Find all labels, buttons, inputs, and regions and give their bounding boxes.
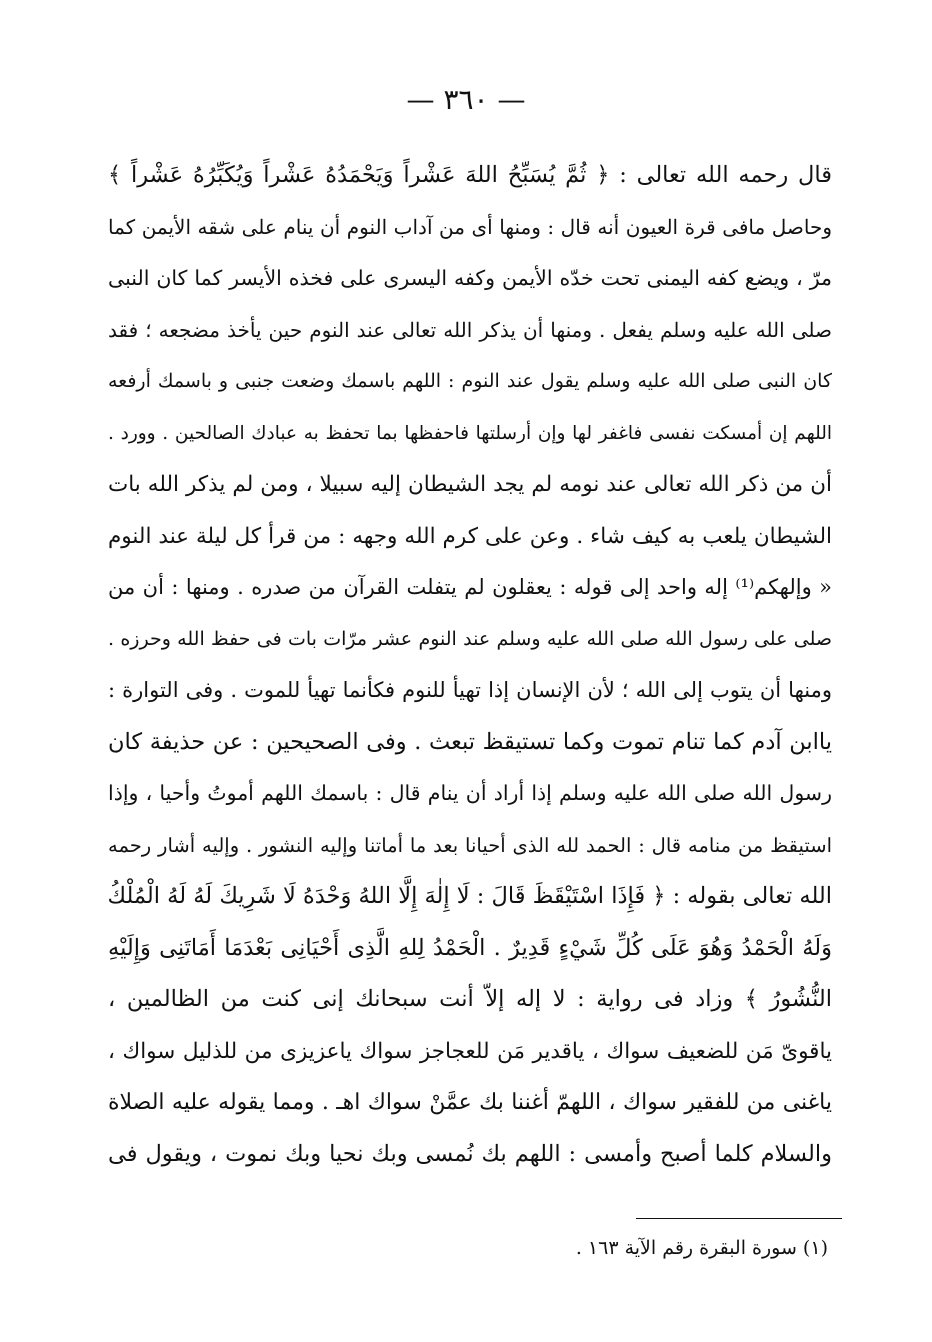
text-line: كان النبى صلى الله عليه وسلم يقول عند النوم : اللهم باسمك وضعت جنبى و باسمك أرفعه (108, 370, 832, 392)
text-line: اللهم إن أمسكت نفسى فاغفر لها وإن أرسلتها فاحفظها بما تحفظ به عبادك الصالحين . وورد . (108, 422, 832, 444)
text-line: الله تعالى بقوله : ﴿ فَإِذَا اسْتَيْقَظَ قَالَ : لَا إِلٰهَ إِلَّا اللهُ وَحْدَهُ لَا شَرِيكَ لَهُ لَهُ الْمُلْكُ (108, 883, 832, 909)
body-text (108, 150, 832, 1180)
text-line: صلى الله عليه وسلم يفعل . ومنها أن يذكر الله تعالى عند النوم حين يأخذ مضجعه ؛ فقد (108, 317, 832, 342)
text-line: وَلَهُ الْحَمْدُ وَهُوَ عَلَى كُلِّ شَيْءٍ قَدِيرٌ . الْحَمْدُ لِلهِ الَّذِى أَحْيَانِى بَعْدَمَا أَمَاتَنِى وَإِلَيْهِ (108, 934, 832, 961)
text-line: قال رحمه الله تعالى : ﴿ ثُمَّ يُسَبِّحُ اللهَ عَشْراً وَيَحْمَدُهُ عَشْراً وَيُكَبِّرُهُ عَشْراً ﴾ (108, 162, 832, 188)
page-number: — ٣٦٠ — (406, 83, 526, 116)
text-line: ياغنى من للفقير سواك ، اللهمّ أغننا بك عمَّنْ سواك اهـ . ومما يقوله عليه الصلاة (108, 1090, 832, 1115)
text-line: ومنها أن يتوب إلى الله ؛ لأن الإنسان إذا تهيأ للنوم فكأنما تهيأ للموت . وفى التوارة : (108, 678, 832, 702)
text-line: ياقوىّ مَن للضعيف سواك ، ياقدير مَن للعجاجز سواك ياعزيزى من للذليل سواك ، (108, 1038, 832, 1064)
text-line: استيقظ من منامه قال : الحمد لله الذى أحيانا بعد ما أماتنا وإليه النشور . وإليه أشار رحمه (108, 833, 832, 857)
text-line: وحاصل مافى قرة العيون أنه قال : ومنها أى من آداب النوم أن ينام على شقه الأيمن كما (108, 214, 832, 239)
text-line: « وإلهكم⁽¹⁾ إله واحد إلى قوله : يعقلون لم يتفلت القرآن من صدره . ومنها : أن من (108, 575, 832, 599)
text-line: الشيطان يلعب به كيف شاء . وعن على كرم الله وجهه : من قرأ كل ليلة عند النوم (108, 523, 832, 549)
text-line: النُّشُورُ ﴾ وزاد فى رواية : لا إله إلاّ أنت سبحانك إنى كنت من الظالمين ، (108, 986, 832, 1012)
text-line: صلى على رسول الله صلى الله عليه وسلم عند النوم عشر مرّات بات فى حفظ الله وحرزه . (108, 627, 832, 650)
text-line: مرّ ، ويضع كفه اليمنى تحت خدّه الأيمن وكفه اليسرى على فخذه الأيسر كما كان النبى (108, 266, 832, 290)
text-line: والسلام كلما أصبح وأمسى : اللهم بك نُمسى وبك نحيا وبك نموت ، ويقول فى (108, 1140, 832, 1167)
text-line: رسول الله صلى الله عليه وسلم إذا أراد أن ينام قال : باسمك اللهم أموتُ وأحيا ، وإذا (108, 781, 832, 805)
footnote: (١) سورة البقرة رقم الآية ١٦٣ . (575, 1237, 828, 1259)
text-line: ياابن آدم كما تنام تموت وكما تستيقظ تبعث . وفى الصحيحين : عن حذيفة كان (108, 728, 832, 755)
footnote-divider (636, 1218, 842, 1219)
text-line: أن من ذكر الله تعالى عند نومه لم يجد الشيطان إليه سبيلا ، ومن لم يذكر الله بات (108, 472, 832, 497)
